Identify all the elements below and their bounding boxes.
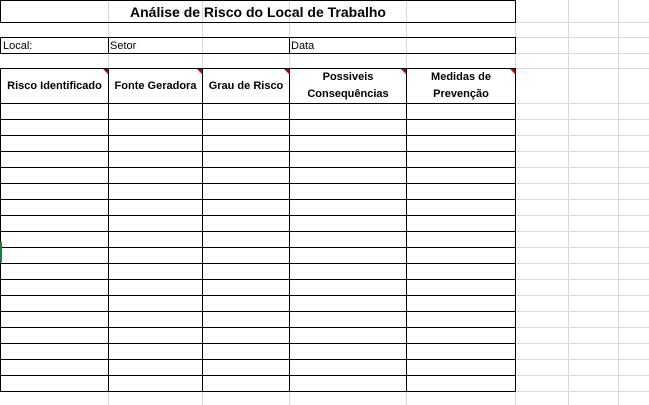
table-cell[interactable] (202, 263, 290, 280)
local-cell[interactable] (0, 37, 109, 54)
table-cell[interactable] (0, 279, 109, 296)
table-cell[interactable] (108, 183, 203, 200)
table-cell[interactable] (289, 327, 407, 344)
table-cell[interactable] (202, 247, 290, 264)
header-label: Possiveis Consequências (307, 71, 389, 100)
table-cell[interactable] (289, 215, 407, 232)
table-cell[interactable] (406, 263, 516, 280)
table-cell[interactable] (0, 295, 109, 312)
table-cell[interactable] (406, 327, 516, 344)
table-cell[interactable] (289, 295, 407, 312)
table-cell[interactable] (0, 151, 109, 168)
table-cell[interactable] (289, 279, 407, 296)
header-possiveis-consequencias[interactable] (289, 68, 407, 104)
table-cell[interactable] (289, 375, 407, 392)
table-cell[interactable] (289, 247, 407, 264)
row-selection-marker (0, 242, 2, 262)
table-cell[interactable] (202, 295, 290, 312)
table-cell[interactable] (289, 231, 407, 248)
table-cell[interactable] (108, 151, 203, 168)
table-cell[interactable] (406, 215, 516, 232)
table-cell[interactable] (108, 167, 203, 184)
table-cell[interactable] (406, 103, 516, 120)
table-cell[interactable] (289, 167, 407, 184)
table-cell[interactable] (0, 215, 109, 232)
table-cell[interactable] (108, 247, 203, 264)
table-cell[interactable] (0, 231, 109, 248)
header-fonte-geradora[interactable] (108, 68, 203, 104)
header-grau-de-risco[interactable] (202, 68, 290, 104)
table-cell[interactable] (0, 327, 109, 344)
table-cell[interactable] (406, 279, 516, 296)
header-label: Medidas de Prevenção (431, 71, 491, 100)
local-label: Local: (3, 39, 33, 52)
table-cell[interactable] (0, 183, 109, 200)
table-cell[interactable] (108, 199, 203, 216)
table-cell[interactable] (289, 183, 407, 200)
table-cell[interactable] (406, 359, 516, 376)
table-cell[interactable] (0, 103, 109, 120)
table-cell[interactable] (289, 359, 407, 376)
table-cell[interactable] (289, 119, 407, 136)
header-label: Grau de Risco (208, 79, 284, 92)
table-cell[interactable] (0, 167, 109, 184)
data-label: Data (291, 39, 315, 52)
table-cell[interactable] (108, 375, 203, 392)
table-cell[interactable] (406, 231, 516, 248)
setor-label: Setor (110, 39, 137, 52)
table-cell[interactable] (406, 343, 516, 360)
table-cell[interactable] (108, 231, 203, 248)
table-cell[interactable] (289, 103, 407, 120)
table-cell[interactable] (202, 311, 290, 328)
header-risco-identificado[interactable] (0, 68, 109, 104)
table-cell[interactable] (202, 359, 290, 376)
header-medidas-de-prevencao[interactable] (406, 68, 516, 104)
table-cell[interactable] (0, 135, 109, 152)
data-cell[interactable] (289, 37, 516, 54)
table-cell[interactable] (202, 199, 290, 216)
table-cell[interactable] (289, 343, 407, 360)
table-cell[interactable] (0, 263, 109, 280)
header-label: Fonte Geradora (114, 79, 197, 92)
table-cell[interactable] (0, 375, 109, 392)
table-cell[interactable] (0, 359, 109, 376)
table-cell[interactable] (202, 183, 290, 200)
table-cell[interactable] (202, 151, 290, 168)
table-cell[interactable] (108, 327, 203, 344)
table-cell[interactable] (202, 103, 290, 120)
table-cell[interactable] (406, 119, 516, 136)
table-cell[interactable] (202, 279, 290, 296)
table-cell[interactable] (108, 103, 203, 120)
table-cell[interactable] (289, 151, 407, 168)
table-cell[interactable] (108, 311, 203, 328)
table-cell[interactable] (289, 199, 407, 216)
table-cell[interactable] (108, 359, 203, 376)
table-cell[interactable] (108, 343, 203, 360)
setor-cell[interactable] (108, 37, 290, 54)
table-cell[interactable] (0, 311, 109, 328)
table-cell[interactable] (202, 119, 290, 136)
table-cell[interactable] (108, 295, 203, 312)
table-cell[interactable] (406, 199, 516, 216)
table-cell[interactable] (202, 167, 290, 184)
table-cell[interactable] (108, 119, 203, 136)
table-cell[interactable] (202, 375, 290, 392)
table-cell[interactable] (0, 119, 109, 136)
table-cell[interactable] (202, 135, 290, 152)
table-cell[interactable] (202, 343, 290, 360)
table-cell[interactable] (406, 375, 516, 392)
table-cell[interactable] (406, 295, 516, 312)
table-cell[interactable] (202, 327, 290, 344)
table-cell[interactable] (108, 135, 203, 152)
sheet-title-cell[interactable] (0, 0, 516, 23)
table-cell[interactable] (406, 247, 516, 264)
table-cell[interactable] (108, 279, 203, 296)
table-cell[interactable] (289, 311, 407, 328)
table-cell[interactable] (406, 167, 516, 184)
gridline (568, 0, 569, 405)
table-cell[interactable] (406, 135, 516, 152)
table-cell[interactable] (202, 215, 290, 232)
header-label: Risco Identificado (7, 79, 102, 92)
comment-indicator-icon[interactable] (510, 69, 515, 74)
table-cell[interactable] (406, 183, 516, 200)
table-cell[interactable] (406, 151, 516, 168)
table-cell[interactable] (289, 135, 407, 152)
table-cell[interactable] (0, 199, 109, 216)
table-cell[interactable] (0, 247, 109, 264)
sheet-title: Análise de Risco do Local de Trabalho (130, 3, 386, 20)
table-cell[interactable] (202, 231, 290, 248)
table-cell[interactable] (406, 311, 516, 328)
gridline (618, 0, 619, 405)
table-cell[interactable] (108, 215, 203, 232)
table-cell[interactable] (289, 263, 407, 280)
table-cell[interactable] (108, 263, 203, 280)
table-cell[interactable] (0, 343, 109, 360)
